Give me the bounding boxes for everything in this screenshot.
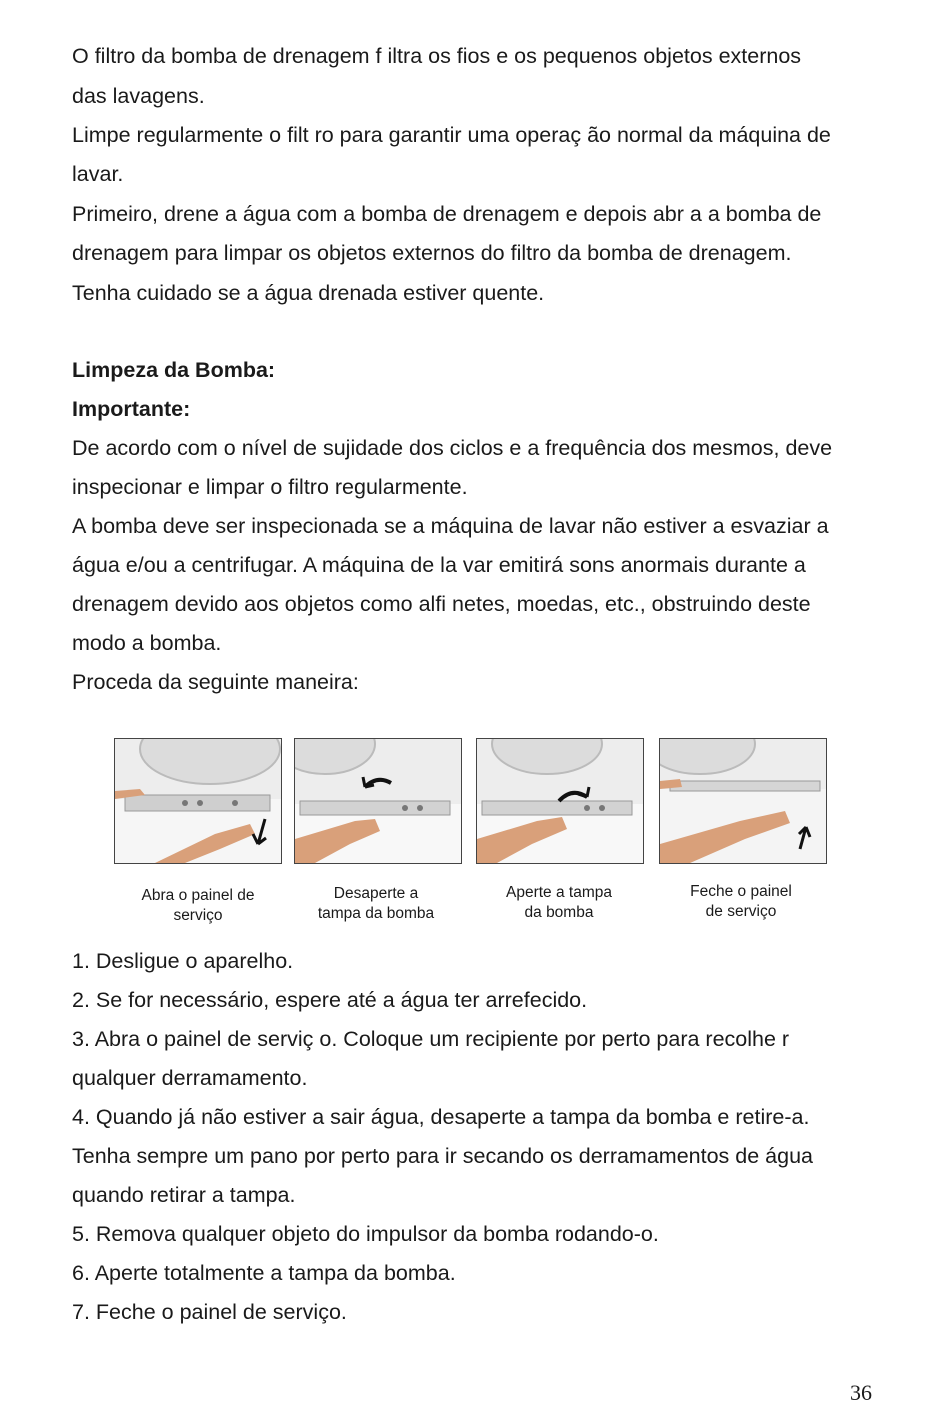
step-line: 5. Remova qualquer objeto do impulsor da bomba rodando-o. bbox=[72, 1222, 659, 1246]
important-line: drenagem devido aos objetos como alfi netes, moedas, etc., obstruindo deste bbox=[72, 592, 811, 616]
important-line: Proceda da seguinte maneira: bbox=[72, 670, 359, 694]
intro-line: lavar. bbox=[72, 162, 124, 186]
caption-line: Feche o painel bbox=[690, 883, 792, 900]
important-line: inspecionar e limpar o filtro regularmente. bbox=[72, 475, 468, 499]
step-line: 1. Desligue o aparelho. bbox=[72, 949, 294, 973]
step-line: qualquer derramamento. bbox=[72, 1066, 308, 1090]
caption-line: de serviço bbox=[705, 903, 777, 920]
important-line: modo a bomba. bbox=[72, 631, 222, 655]
caption-line: serviço bbox=[173, 907, 223, 924]
figure-caption bbox=[469, 883, 649, 923]
important-line: A bomba deve ser inspecionada se a máquina de lavar não estiver a esvaziar a bbox=[72, 514, 829, 538]
step-line: 3. Abra o painel de serviç o. Coloque um recipiente por perto para recolhe r bbox=[72, 1027, 790, 1051]
caption-line: Aperte a tampa bbox=[506, 884, 612, 901]
photo-open-service-panel bbox=[114, 738, 282, 864]
intro-line: Primeiro, drene a água com a bomba de drenagem e depois abr a a bomba de bbox=[72, 202, 822, 226]
caption-line: Desaperte a bbox=[333, 885, 419, 902]
intro-line: das lavagens. bbox=[72, 84, 205, 108]
figure-caption bbox=[651, 882, 831, 922]
intro-line: drenagem para limpar os objetos externos do filtro da bomba de drenagem. bbox=[72, 241, 792, 265]
step-line: quando retirar a tampa. bbox=[72, 1183, 296, 1207]
photo-close-service-panel bbox=[659, 738, 827, 864]
important-line: água e/ou a centrifugar. A máquina de la var emitirá sons anormais durante a bbox=[72, 553, 806, 577]
important-line: De acordo com o nível de sujidade dos ciclos e a frequência dos mesmos, deve bbox=[72, 436, 833, 460]
step-line: 7. Feche o painel de serviço. bbox=[72, 1300, 347, 1324]
intro-line: O filtro da bomba de drenagem f iltra os fios e os pequenos objetos externos bbox=[72, 44, 802, 68]
caption-line: Abra o painel de bbox=[141, 887, 255, 904]
step-line: 2. Se for necessário, espere até a água ter arrefecido. bbox=[72, 988, 588, 1012]
section-title: Limpeza da Bomba: bbox=[72, 358, 276, 382]
step-line: 4. Quando já não estiver a sair água, desaperte a tampa da bomba e retire-a. bbox=[72, 1105, 810, 1129]
step-line: 6. Aperte totalmente a tampa da bomba. bbox=[72, 1261, 456, 1285]
intro-line: Tenha cuidado se a água drenada estiver quente. bbox=[72, 281, 545, 305]
step-line: Tenha sempre um pano por perto para ir secando os derramamentos de água bbox=[72, 1144, 813, 1168]
intro-line: Limpe regularmente o filt ro para garantir uma operaç ão normal da máquina de bbox=[72, 123, 831, 147]
figure-caption bbox=[286, 884, 466, 924]
page-number: 36 bbox=[850, 1380, 872, 1405]
photo-unscrew-pump-cap bbox=[294, 738, 462, 864]
caption-line: da bomba bbox=[524, 904, 594, 921]
caption-line: tampa da bomba bbox=[317, 905, 435, 922]
figure-caption bbox=[108, 886, 288, 926]
important-label: Importante: bbox=[72, 397, 191, 421]
photo-tighten-pump-cap bbox=[476, 738, 644, 864]
